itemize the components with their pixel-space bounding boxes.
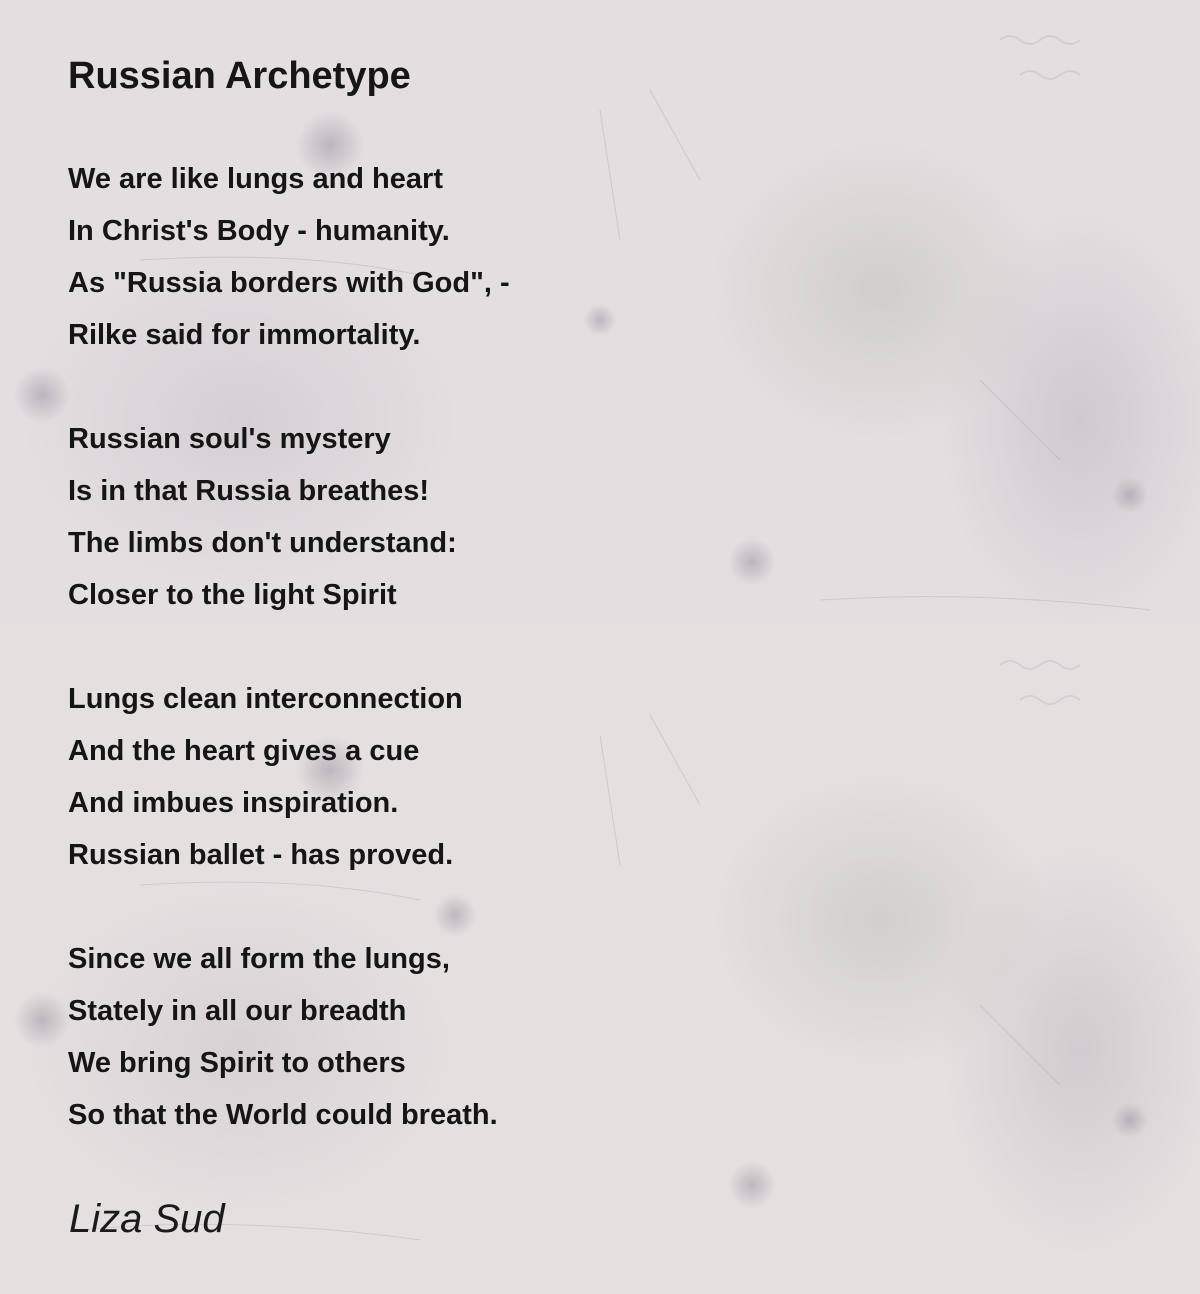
poem-author: Liza Sud bbox=[69, 1197, 225, 1241]
poem-line: Stately in all our breadth bbox=[68, 995, 407, 1027]
poem-line: Lungs clean interconnection bbox=[68, 683, 463, 715]
poem-line: And the heart gives a cue bbox=[68, 735, 420, 767]
poem-line: We bring Spirit to others bbox=[68, 1047, 406, 1079]
stanza-4 bbox=[68, 933, 968, 1141]
poem-line: We are like lungs and heart bbox=[68, 163, 443, 195]
poem-body bbox=[68, 153, 968, 1193]
poem-line: The limbs don't understand: bbox=[68, 527, 457, 559]
poem-title: Russian Archetype bbox=[68, 55, 411, 97]
poem-line: Closer to the light Spirit bbox=[68, 579, 397, 611]
poem-line: Russian soul's mystery bbox=[68, 423, 391, 455]
poem-line: Rilke said for immortality. bbox=[68, 319, 421, 351]
poem-line: As "Russia borders with God", - bbox=[68, 267, 510, 299]
stanza-3 bbox=[68, 673, 968, 881]
stanza-2 bbox=[68, 413, 968, 621]
stanza-1 bbox=[68, 153, 968, 361]
poem-line: And imbues inspiration. bbox=[68, 787, 399, 819]
poem-line: Russian ballet - has proved. bbox=[68, 839, 454, 871]
poem-line: Is in that Russia breathes! bbox=[68, 475, 429, 507]
poem-line: Since we all form the lungs, bbox=[68, 943, 450, 975]
poem-line: So that the World could breath. bbox=[68, 1099, 498, 1131]
poem-line: In Christ's Body - humanity. bbox=[68, 215, 450, 247]
